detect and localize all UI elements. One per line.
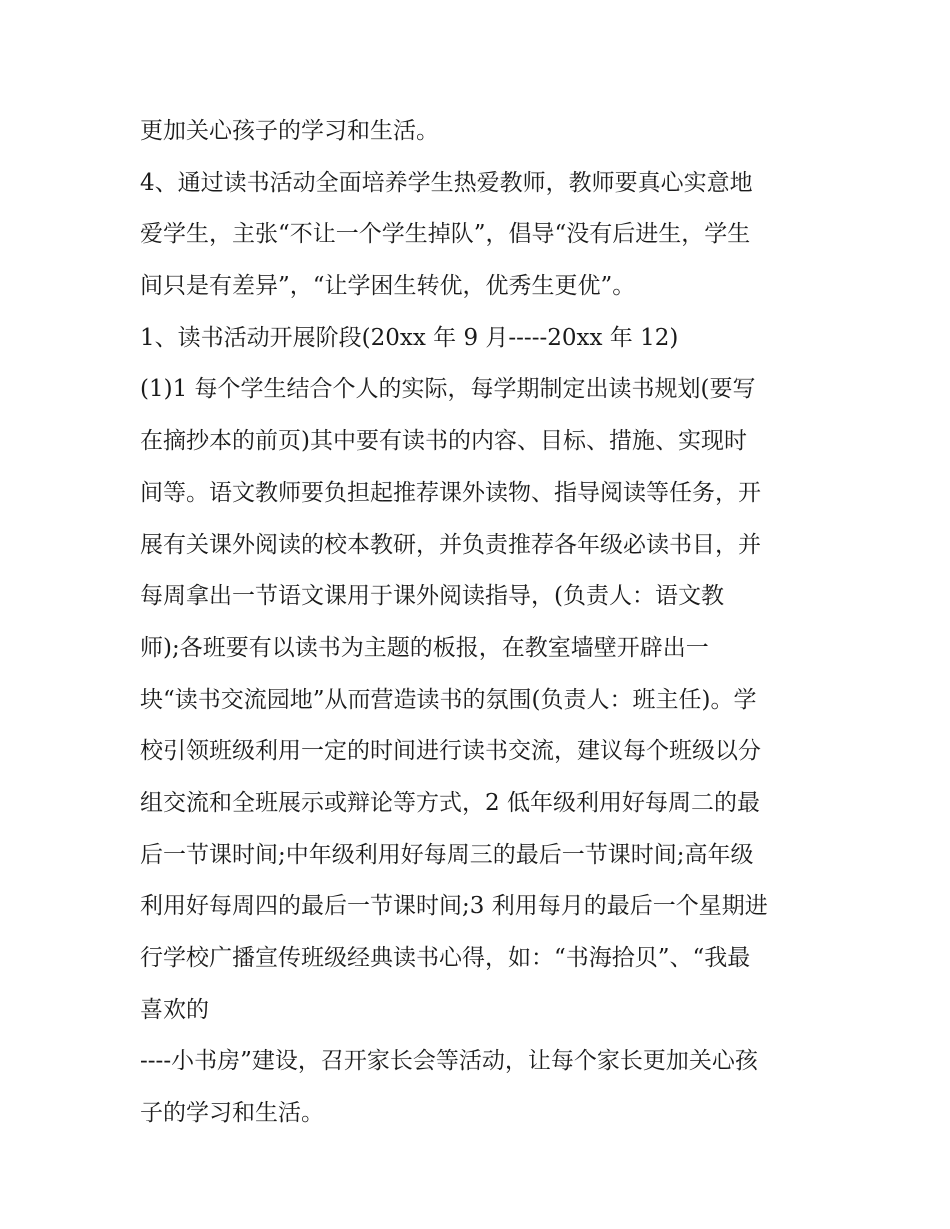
- text-line: 间等。语文教师要负担起推荐课外读物、指导阅读等任务，开: [140, 479, 761, 506]
- text-line: 师);各班要有以读书为主题的板报，在教室墙壁开辟出一: [140, 634, 709, 661]
- text-line: 4、通过读书活动全面培养学生热爱教师，教师要真心实意地: [140, 169, 753, 196]
- text-line: 每周拿出一节语文课用于课外阅读指导，(负责人：语文教: [140, 583, 724, 610]
- text-line: (1)1 每个学生结合个人的实际，每学期制定出读书规划(要写: [140, 376, 756, 403]
- text-line: 组交流和全班展示或辩论等方式，2 低年级利用好每周二的最: [140, 789, 760, 816]
- text-line: 爱学生，主张“不让一个学生掉队”，倡导“没有后进生，学生: [140, 221, 751, 248]
- text-line: 后一节课时间;中年级利用好每周三的最后一节课时间;高年级: [140, 841, 754, 868]
- text-line: 利用好每周四的最后一节课时间;3 利用每月的最后一个星期进: [140, 893, 768, 920]
- text-line: 校引领班级利用一定的时间进行读书交流，建议每个班级以分: [140, 738, 761, 765]
- section-heading: 1、读书活动开展阶段(20xx 年 9 月-----20xx 年 12): [140, 324, 679, 351]
- text-line: 块“读书交流园地”从而营造读书的氛围(负责人：班主任)。学: [140, 686, 757, 713]
- text-line: 间只是有差异”，“让学困生转优，优秀生更优”。: [140, 273, 636, 300]
- text-line: 行学校广播宣传班级经典读书心得，如：“书海拾贝”、“我最: [140, 945, 751, 971]
- text-line: ----小书房”建设，召开家长会等活动，让每个家长更加关心孩: [140, 1048, 758, 1075]
- text-line: 展有关课外阅读的校本教研，并负责推荐各年级必读书目，并: [140, 531, 761, 558]
- text-line: 更加关心孩子的学习和生活。: [140, 118, 439, 144]
- body-text: [140, 106, 820, 1140]
- text-line: 在摘抄本的前页)其中要有读书的内容、目标、措施、实现时: [140, 428, 747, 455]
- text-line: 喜欢的: [140, 996, 209, 1023]
- text-line: 子的学习和生活。: [140, 1100, 324, 1127]
